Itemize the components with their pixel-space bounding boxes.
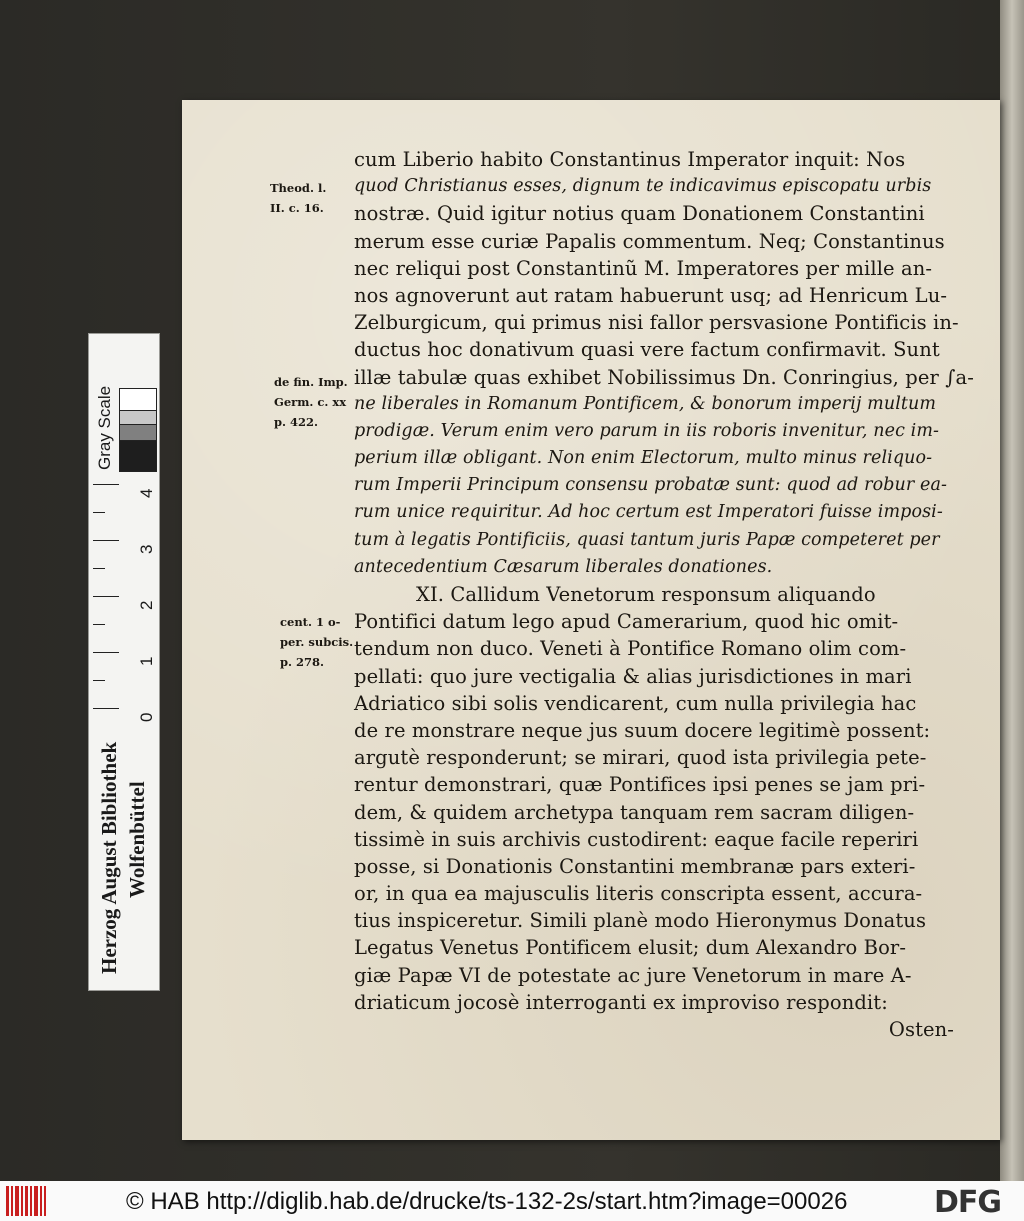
text-line: cum Liberio habito Constantinus Imperator inquit: Nos [354, 148, 906, 171]
text-line: tissimè in suis archivis custodirent: eaque facile reperiri [354, 827, 919, 851]
margin-note-line: p. 422. [274, 415, 319, 429]
text-line: argutè responderunt; se mirari, quod ista privilegia pete- [354, 746, 927, 770]
book-spine [1000, 0, 1024, 1181]
section-heading-line: XI. Callidum Venetorum responsum aliquando [416, 583, 876, 606]
text-line: giæ Papæ VI de potestate ac jure Venetorum in mare A- [354, 963, 912, 987]
margin-note-line: cent. 1 o- [280, 615, 341, 629]
text-line: driaticum jocosè interroganti ex improviso respondit: [354, 990, 888, 1014]
text-line: ductus hoc donativum quasi vere factum confirmavit. Sunt [354, 338, 940, 362]
library-city: Wolfenbüttel [125, 781, 149, 898]
ruler-number: 0 [137, 712, 156, 722]
margin-note-line: Theod. l. [270, 181, 327, 195]
text-line: quod Christianus esses, dignum te indicavimus episcopatu urbis [354, 176, 932, 197]
text-line: nos agnoverunt aut ratam habuerunt usq; ad Henricum Lu- [354, 283, 948, 307]
text-line: Adriatico sibi solis vendicarent, cum nulla privilegia hac [354, 691, 917, 715]
text-line: antecedentium Cæsarum liberales donationes. [354, 556, 773, 577]
text-line: pellati: quo jure vectigalia & alias jurisdictiones in mari [354, 664, 912, 688]
text-line: Zelburgicum, qui primus nisi fallor persvasione Pontificis in- [354, 311, 959, 335]
text-line: or, in qua ea majusculis literis conscripta essent, accura- [354, 882, 923, 906]
text-line: merum esse curiæ Papalis commentum. Neq; Constantinus [354, 229, 945, 253]
text-line: perium illæ obligant. Non enim Electorum, multo minus reliquo- [354, 448, 933, 469]
book-page [182, 100, 1000, 1140]
margin-note-line: II. c. 16. [270, 201, 324, 215]
text-line: rentur demonstrari, quæ Pontifices ipsi penes se jam pri- [354, 773, 926, 797]
text-line: de re monstrare neque jus suum docere legitimè possent: [354, 718, 931, 742]
text-line: rum Imperii Principum consensu probatæ sunt: quod ad robur ea- [354, 475, 948, 496]
ruler-number: 3 [137, 544, 156, 554]
ruler-tick [93, 680, 105, 681]
ruler-number: 4 [137, 488, 156, 498]
ruler-tick [93, 484, 119, 485]
footer-bar [0, 1181, 1024, 1221]
main-text-block [354, 146, 974, 1043]
ruler-tick [93, 652, 119, 653]
ruler-tick [93, 540, 119, 541]
text-line: tius inspiceretur. Simili planè modo Hieronymus Donatus [354, 909, 927, 933]
ruler-number: 1 [137, 656, 156, 666]
ruler-tick [93, 568, 105, 569]
ruler-tick [93, 624, 105, 625]
text-line: posse, si Donationis Constantini membranæ pars exteri- [354, 854, 916, 878]
ruler-tick [93, 512, 105, 513]
margin-note-theod [270, 178, 326, 218]
text-line: Pontifici datum lego apud Camerarium, quod hic omit- [354, 610, 899, 634]
swatch-white [119, 388, 157, 412]
barcode-icon [6, 1186, 46, 1216]
library-name: Herzog August Bibliothek [97, 741, 121, 974]
catchword: Osten- [888, 1018, 954, 1041]
margin-note-line: p. 278. [280, 655, 325, 669]
text-line: rum unice requiritur. Ad hoc certum est Imperatori fuisse imposi- [354, 502, 943, 523]
copyright-url[interactable]: © HAB http://diglib.hab.de/drucke/ts-132-2s/start.htm?image=00026 [126, 1188, 848, 1215]
text-line: prodigæ. Verum enim vero parum in iis roboris invenitur, nec im- [354, 420, 940, 441]
ruler-number: 2 [137, 600, 156, 610]
margin-note-line: per. subcis. [280, 635, 354, 649]
margin-note-line: de fin. Imp. [274, 375, 348, 389]
ruler-tick [93, 708, 119, 709]
text-line: tendum non duco. Veneti à Pontifice Romano olim com- [354, 637, 907, 661]
text-line: illæ tabulæ quas exhibet Nobilissimus Dn. Conringius, per ∫a- [354, 365, 974, 389]
dfg-logo: DFG [934, 1185, 1002, 1220]
text-line: nec reliqui post Constantinũ M. Imperatores per mille an- [354, 256, 933, 280]
swatch-black [119, 440, 157, 472]
margin-note-line: Germ. c. xx [274, 395, 347, 409]
margin-note-camerarius [280, 612, 353, 672]
margin-note-conring [274, 372, 348, 432]
text-line: dem, & quidem archetypa tanquam rem sacram diligen- [354, 800, 915, 824]
text-line: nostræ. Quid igitur notius quam Donationem Constantini [354, 202, 925, 226]
text-line: ne liberales in Romanum Pontificem, & bonorum imperij multum [354, 393, 937, 414]
text-line: Legatus Venetus Pontificem elusit; dum Alexandro Bor- [354, 936, 907, 960]
text-line: tum à legatis Pontificiis, quasi tantum juris Papæ competeret per [354, 529, 940, 550]
ruler-title: Gray Scale [95, 385, 114, 470]
gray-scale-ruler [88, 333, 160, 991]
ruler-tick [93, 596, 119, 597]
